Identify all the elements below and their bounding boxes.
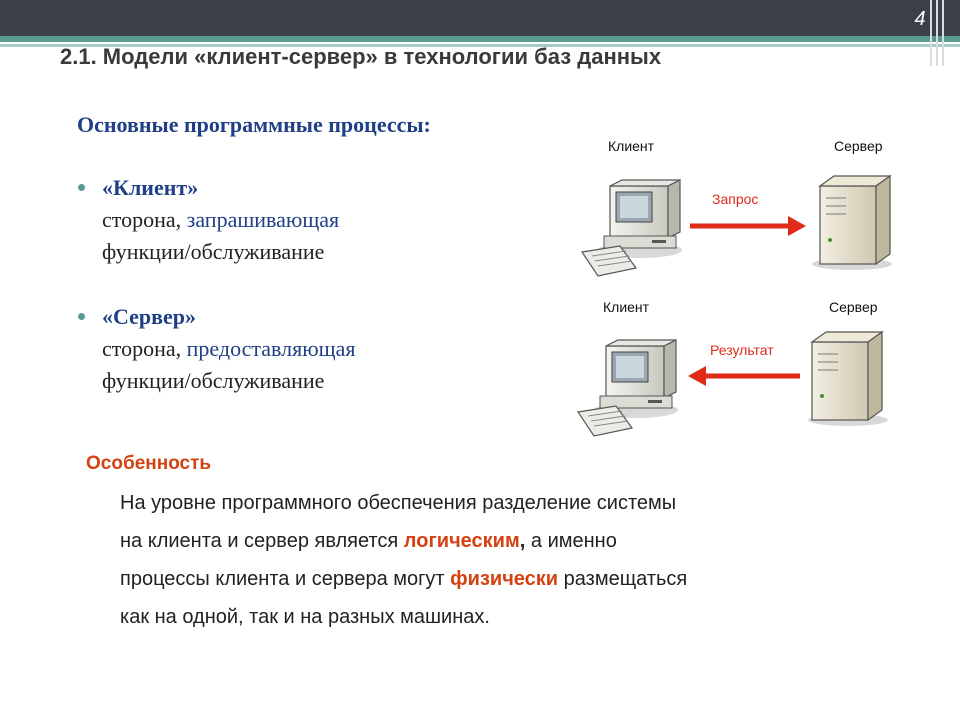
feature-line (120, 560, 840, 598)
feature-line (120, 522, 840, 560)
bullet-line: функции/обслуживание (102, 368, 325, 393)
client-label: Клиент (608, 138, 655, 154)
feature-text: , (519, 530, 526, 552)
request-label: Запрос (712, 191, 759, 207)
bullet-title: «Клиент» (102, 175, 199, 200)
feature-paragraph (120, 484, 840, 636)
feature-text: а именно (525, 530, 617, 552)
highlight-physical: физически (450, 568, 559, 590)
feature-title: Особенность (86, 453, 212, 474)
highlight-logical: логическим (403, 530, 520, 552)
request-arrow (690, 216, 806, 236)
bullet-text: сторона, (102, 207, 187, 232)
slide-number: 4 (914, 8, 926, 30)
bullet-title: «Сервер» (102, 304, 197, 329)
processes-heading: Основные программные процессы: (77, 112, 431, 137)
bullet-text: сторона, (102, 336, 187, 361)
bullet-line: функции/обслуживание (102, 239, 325, 264)
server-label: Сервер (834, 138, 883, 154)
server-icon (812, 176, 892, 270)
slide-title: 2.1. Модели «клиент-сервер» в технологии баз данных (60, 44, 662, 69)
server-icon (808, 332, 888, 426)
result-arrow (688, 366, 800, 386)
client-label: Клиент (603, 299, 650, 315)
bullet-highlight: запрашивающая (186, 207, 340, 232)
server-label: Сервер (829, 299, 878, 315)
client-computer-icon (578, 340, 678, 436)
feature-text: размещаться (558, 568, 688, 590)
bullet-highlight: предоставляющая (186, 336, 356, 361)
result-label: Результат (710, 342, 774, 358)
feature-text: на клиента и сервер является (120, 530, 404, 552)
client-computer-icon (582, 180, 682, 276)
feature-text: процессы клиента и сервера могут (120, 568, 451, 590)
feature-line: На уровне программного обеспечения разделение системы (120, 492, 677, 514)
feature-line: как на одной, так и на разных машинах. (120, 606, 490, 628)
